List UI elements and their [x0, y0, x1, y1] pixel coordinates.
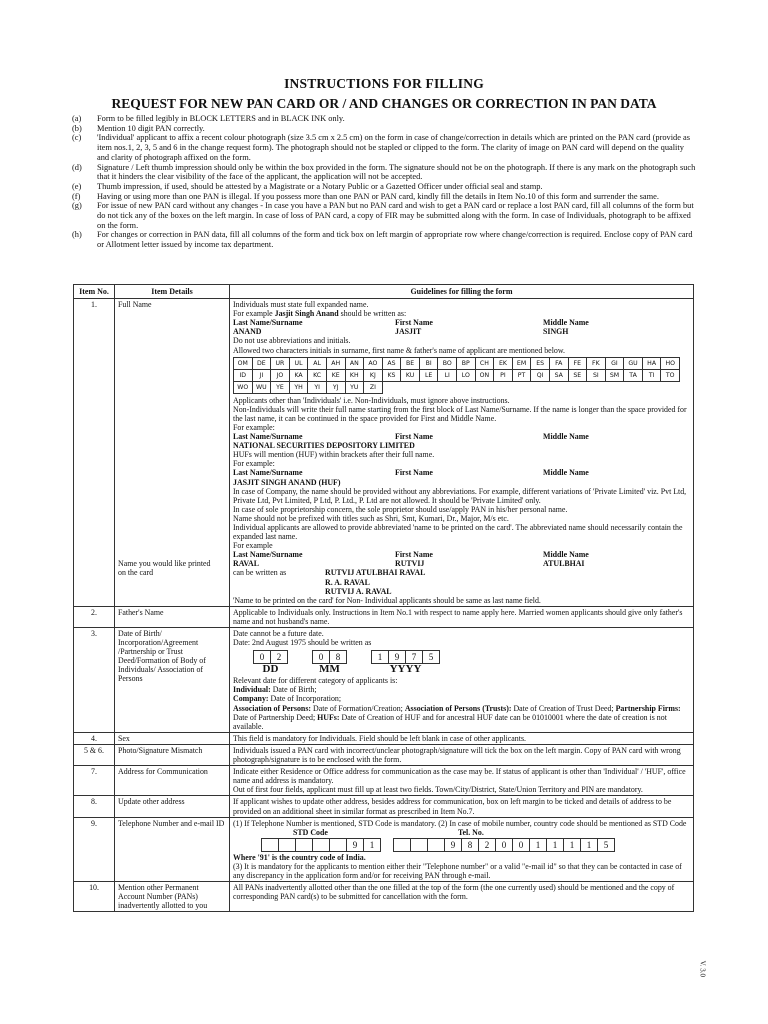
item-details: Telephone Number and e-mail ID	[115, 817, 230, 881]
initial-cell: BE	[401, 358, 420, 370]
date-example: 0 2 DD 0 8 MM 1 9 7 5 YYYY	[253, 650, 690, 674]
initial-cell: LE	[420, 370, 439, 382]
header-guidelines: Guidelines for filling the form	[230, 285, 694, 299]
initial-cell: KH	[346, 370, 365, 382]
initial-cell: FA	[550, 358, 569, 370]
guideline-text: HUFs will mention (HUF) within brackets after their full name.	[233, 450, 435, 460]
name-headers: Last Name/Surname First Name Middle Name	[233, 550, 589, 560]
table-row	[74, 299, 694, 607]
item-details: Mention other Permanent Account Number (PANs) inadvertently allotted to you	[115, 882, 230, 912]
initial-cell: UR	[271, 358, 290, 370]
guideline-cell: All PANs inadvertently allotted other than the one filled at the top of the form (the one currently used) should be mentioned and the copy of corresponding PAN card(s) to be submitted for cancellation with the form.	[230, 882, 694, 912]
tel-cell: 1	[547, 839, 564, 852]
title-instructions: INSTRUCTIONS FOR FILLING	[284, 76, 484, 91]
item-no: 9.	[74, 817, 115, 881]
guideline-text: In case of Company, the name should be provided without any abbreviations. For example, different variations of 'Private Limited' viz. Pvt Ltd, Private Ltd, Pvt Limited, P Ltd, P. Ltd., P. Ltd are not allowed. It should be 'Private Limited' only.	[233, 486, 687, 505]
tel-cell: 1	[530, 839, 547, 852]
tel-cell: 2	[479, 839, 496, 852]
initial-cell: KU	[401, 370, 420, 382]
table-row	[74, 817, 694, 881]
initial-cell: KS	[383, 370, 402, 382]
guideline-cell: This field is mandatory for Individuals. Field should be left blank in case of other applicants.	[230, 732, 694, 744]
guideline-text: 'Name to be printed on the card' for Non- Individual applicants should be same as last name field.	[233, 595, 541, 605]
table-row	[74, 732, 694, 744]
initial-cell: KA	[290, 370, 309, 382]
item-no: 7.	[74, 766, 115, 796]
instruction-item: (g) For issue of new PAN card without any changes - In case you have a PAN but no PAN card and wish to get a PAN card or replace a lost PAN card, fill all columns of the form but do not tick any of the boxes on the left margin. In case of loss of PAN card, a copy of FIR may be submitted along with the form. In case of Individuals, photograph to be affixed on the form.	[72, 201, 694, 230]
item-no: 10.	[74, 882, 115, 912]
initial-cell: SI	[587, 370, 606, 382]
initial-cell: FE	[569, 358, 588, 370]
title-request: REQUEST FOR NEW PAN CARD OR / AND CHANGES OR CORRECTION IN PAN DATA	[111, 96, 657, 111]
initial-cell: WU	[253, 382, 272, 394]
initial-cell: TO	[661, 370, 680, 382]
table-row	[74, 882, 694, 912]
name-headers: Last Name/Surname First Name Middle Name	[233, 432, 589, 442]
initial-cell: AN	[346, 358, 365, 370]
name-headers: Last Name/Surname First Name Middle Name	[233, 468, 589, 478]
guideline-text: Applicants other than 'Individuals' i.e. Non-Individuals, must ignore above instructions.	[233, 395, 510, 405]
guideline-text: Do not use abbreviations and initials.	[233, 336, 351, 346]
header-item-no: Item No.	[74, 285, 115, 299]
std-cell	[296, 839, 313, 852]
guideline-text: For example:	[233, 422, 275, 432]
tel-cell	[428, 839, 445, 852]
initial-cell: LO	[457, 370, 476, 382]
initial-cell: YI	[308, 382, 327, 394]
initial-cell: PI	[494, 370, 513, 382]
item-details: Date of Birth/ Incorporation/Agreement /Partnership or Trust Deed/Formation of Body of Individuals/ Association of Persons	[115, 628, 230, 733]
name-example-company: NATIONAL SECURITIES DEPOSITORY LIMITED	[233, 441, 415, 451]
initial-cell: QI	[531, 370, 550, 382]
guideline-cell: Applicable to Individuals only. Instructions in Item No.1 with respect to name apply here. Married women applicants should give only father's name and not husband's name.	[230, 606, 694, 627]
initial-cell: WO	[234, 382, 253, 394]
item-details: Address for Communication	[115, 766, 230, 796]
instruction-item: (h) For changes or correction in PAN data, fill all columns of the form and tick box on left margin of appropriate row where change/correction is required. Enclose copy of PAN card or Allotment letter issued by income tax department.	[72, 230, 693, 250]
instruction-item: (f) Having or using more than one PAN is illegal. If you possess more than one PAN or PAN card, kindly fill the details in Item No.10 of this form and surrender the same.	[72, 191, 659, 201]
std-cell: 1	[364, 839, 381, 852]
initial-cell: AS	[383, 358, 402, 370]
initial-cell: YH	[290, 382, 309, 394]
initial-cell: LI	[438, 370, 457, 382]
guideline-text: Non-Individuals will write their full name starting from the first block of Last Name/Surname. If the name is longer than the space provided for the last name, it can be continued in the space provided for First and Middle Name.	[233, 404, 687, 423]
item-details	[115, 299, 230, 607]
guideline-cell	[230, 299, 694, 607]
guideline-text: For example Jasjit Singh Anand should be written as:	[233, 309, 407, 319]
initial-cell: GU	[624, 358, 643, 370]
std-cell	[279, 839, 296, 852]
guideline-cell: Indicate either Residence or Office address for communication as the case may be. If status of applicant is other than 'Individual' / 'HUF', office name and address is mandatory. Out of first four fields, applicant must fill up at least two fields. Town/City/District, State/Union Territory and PIN are mandatory.	[230, 766, 694, 796]
tel-cell	[411, 839, 428, 852]
item-no: 5 & 6.	[74, 744, 115, 765]
telephone-example	[233, 838, 690, 852]
initial-cell: ON	[476, 370, 495, 382]
guideline-text: Individuals must state full expanded name.	[233, 300, 369, 310]
initial-cell: SM	[606, 370, 625, 382]
item-details: Update other address	[115, 796, 230, 817]
initial-cell: AO	[364, 358, 383, 370]
initial-cell: DE	[253, 358, 272, 370]
initial-cell: EK	[494, 358, 513, 370]
std-cell: 9	[347, 839, 364, 852]
initial-cell: KE	[327, 370, 346, 382]
instruction-item: (c) 'Individual' applicant to affix a recent colour photograph (size 3.5 cm x 2.5 cm) on the form in case of change/correction in details which are printed on the PAN card (provide as item nos.1, 2, 3, 5 and 6 in the change request form). The photograph should not be stapled or clipped to the form. The clarity of image on PAN card will depend on the quality and clarity of photograph affixed on the form.	[72, 133, 691, 162]
initial-cell: HA	[643, 358, 662, 370]
initial-cell: AH	[327, 358, 346, 370]
header-item-details: Item Details	[115, 285, 230, 299]
instruction-list	[72, 114, 696, 250]
initial-cell: EM	[513, 358, 532, 370]
item-name-printed: Name you would like printed on the card	[118, 559, 211, 578]
table-row	[74, 628, 694, 733]
initial-cell: FK	[587, 358, 606, 370]
initial-cell: YE	[271, 382, 290, 394]
table-row	[74, 766, 694, 796]
guideline-cell: Date cannot be a future date. Date: 2nd August 1975 should be written as 0 2 DD 0 8 MM 1 9 7 5 YYYY Relevant date for different category of applicants is: Individual: Date of Birth; Company: Date of Incorporation; Association of Persons: Date of Formation/Creation; Association of Persons (Trusts): Date of Creation of Trust Deed; Partnership Firms: Date of Partnership Deed; HUFs: Date of Creation of HUF and for ancestral HUF date can be 01010001 where the date of creation is not available.	[230, 628, 694, 733]
tel-cell: 0	[496, 839, 513, 852]
item-details: Father's Name	[115, 606, 230, 627]
initial-cell: JI	[253, 370, 272, 382]
item-full-name: Full Name	[118, 300, 152, 310]
item-details: Photo/Signature Mismatch	[115, 744, 230, 765]
guideline-text: Allowed two characters initials in surname, first name & father's name of applicant are mentioned below.	[233, 345, 565, 355]
item-no: 8.	[74, 796, 115, 817]
item-no: 2.	[74, 606, 115, 627]
tel-cell: 9	[445, 839, 462, 852]
tel-cell: 0	[513, 839, 530, 852]
table-row	[74, 796, 694, 817]
initial-cell: ES	[531, 358, 550, 370]
name-variants: can be written as RUTVIJ ATULBHAI RAVAL R. A. RAVAL RUTVIJ A. RAVAL	[233, 568, 426, 596]
name-headers: Last Name/Surname First Name Middle Name	[233, 318, 589, 328]
guideline-text: For example:	[233, 459, 275, 469]
tel-cell: 1	[581, 839, 598, 852]
initial-cell: ID	[234, 370, 253, 382]
initial-cell: KJ	[364, 370, 383, 382]
initial-cell: JO	[271, 370, 290, 382]
name-example-raval: RAVAL RUTVIJ ATULBHAI	[233, 559, 585, 569]
initial-cell: TI	[643, 370, 662, 382]
guideline-cell: Individuals issued a PAN card with incorrect/unclear photograph/signature will tick the box on the left margin. Copy of PAN card with wrong photograph/signature is to be enclosed with the form.	[230, 744, 694, 765]
initial-cell: BP	[457, 358, 476, 370]
initial-cell: YU	[346, 382, 365, 394]
item-no: 3.	[74, 628, 115, 733]
initial-cell: HO	[661, 358, 680, 370]
tel-cell: 8	[462, 839, 479, 852]
name-example-huf: JASJIT SINGH ANAND (HUF)	[233, 477, 341, 487]
instruction-item: (b) Mention 10 digit PAN correctly.	[72, 123, 205, 133]
guideline-text: Name should not be prefixed with titles such as Shri, Smt, Kumari, Dr., Major, M/s etc.	[233, 513, 509, 523]
initial-cell: OM	[234, 358, 253, 370]
initial-cell: YJ	[327, 382, 346, 394]
tel-cell: 5	[598, 839, 615, 852]
item-no: 4.	[74, 732, 115, 744]
item-details: Sex	[115, 732, 230, 744]
initial-cell: KC	[308, 370, 327, 382]
guideline-text: For example	[233, 541, 273, 551]
tel-cell: 1	[564, 839, 581, 852]
initial-cell: CH	[476, 358, 495, 370]
initial-cell: SA	[550, 370, 569, 382]
table-row	[74, 606, 694, 627]
initial-cell: SE	[569, 370, 588, 382]
initial-cell: PT	[513, 370, 532, 382]
instruction-item: (e) Thumb impression, if used, should be attested by a Magistrate or a Notary Public or a Gazetted Officer under official seal and stamp.	[72, 181, 543, 191]
table-header-row	[74, 285, 694, 299]
initial-cell: UL	[290, 358, 309, 370]
initial-cell: ZI	[364, 382, 383, 394]
instruction-item: (a) Form to be filled legibly in BLOCK LETTERS and in BLACK INK only.	[72, 114, 345, 123]
guideline-cell: (1) If Telephone Number is mentioned, STD Code is mandatory. (2) In case of mobile number, country code should be mentioned as STD Code STD Code Tel. No. 9 1 9 8 2 0 0 1 1 1 1 5 Where '91' is the country code of India. (3) It is mandatory for the applicants to mention either their "Telephone number" or a valid "e-mail id" so that they can be contacted in case of any discrepancy in the application form and/or for receiving PAN through e-mail.	[230, 817, 694, 881]
std-cell	[262, 839, 279, 852]
guidelines-table	[73, 284, 694, 912]
name-example: ANAND JASJIT SINGH	[233, 327, 569, 337]
initial-cell: AL	[308, 358, 327, 370]
instruction-item: (d) Signature / Left thumb impression should only be within the box provided in the form. The signature should not be on the photograph. If there is any mark on the photograph such that it hinders the clear visibility of the face of the applicant, the application will not be accepted.	[72, 162, 696, 182]
std-cell	[330, 839, 347, 852]
initial-cell: BI	[420, 358, 439, 370]
item-no: 1.	[74, 299, 115, 607]
guideline-text: Individual applicants are allowed to provide abbreviated 'name to be printed on the card'. The abbreviated name should necessarily contain the expanded last name.	[233, 522, 683, 542]
tel-cell	[394, 839, 411, 852]
initial-cell: GI	[606, 358, 625, 370]
initial-cell: TA	[624, 370, 643, 382]
std-cell	[313, 839, 330, 852]
initial-cell: BO	[438, 358, 457, 370]
guideline-cell: If applicant wishes to update other address, besides address for communication, box on left margin to be ticked and details of address to be provided on an additional sheet in similar format as prescribed in Item No.7.	[230, 796, 694, 817]
initials-grid	[233, 357, 680, 394]
guideline-text: In case of sole proprietorship concern, the sole proprietor should use/apply PAN in his/her personal name.	[233, 504, 568, 514]
table-row	[74, 744, 694, 765]
version-label: V. 3.0	[698, 960, 706, 977]
